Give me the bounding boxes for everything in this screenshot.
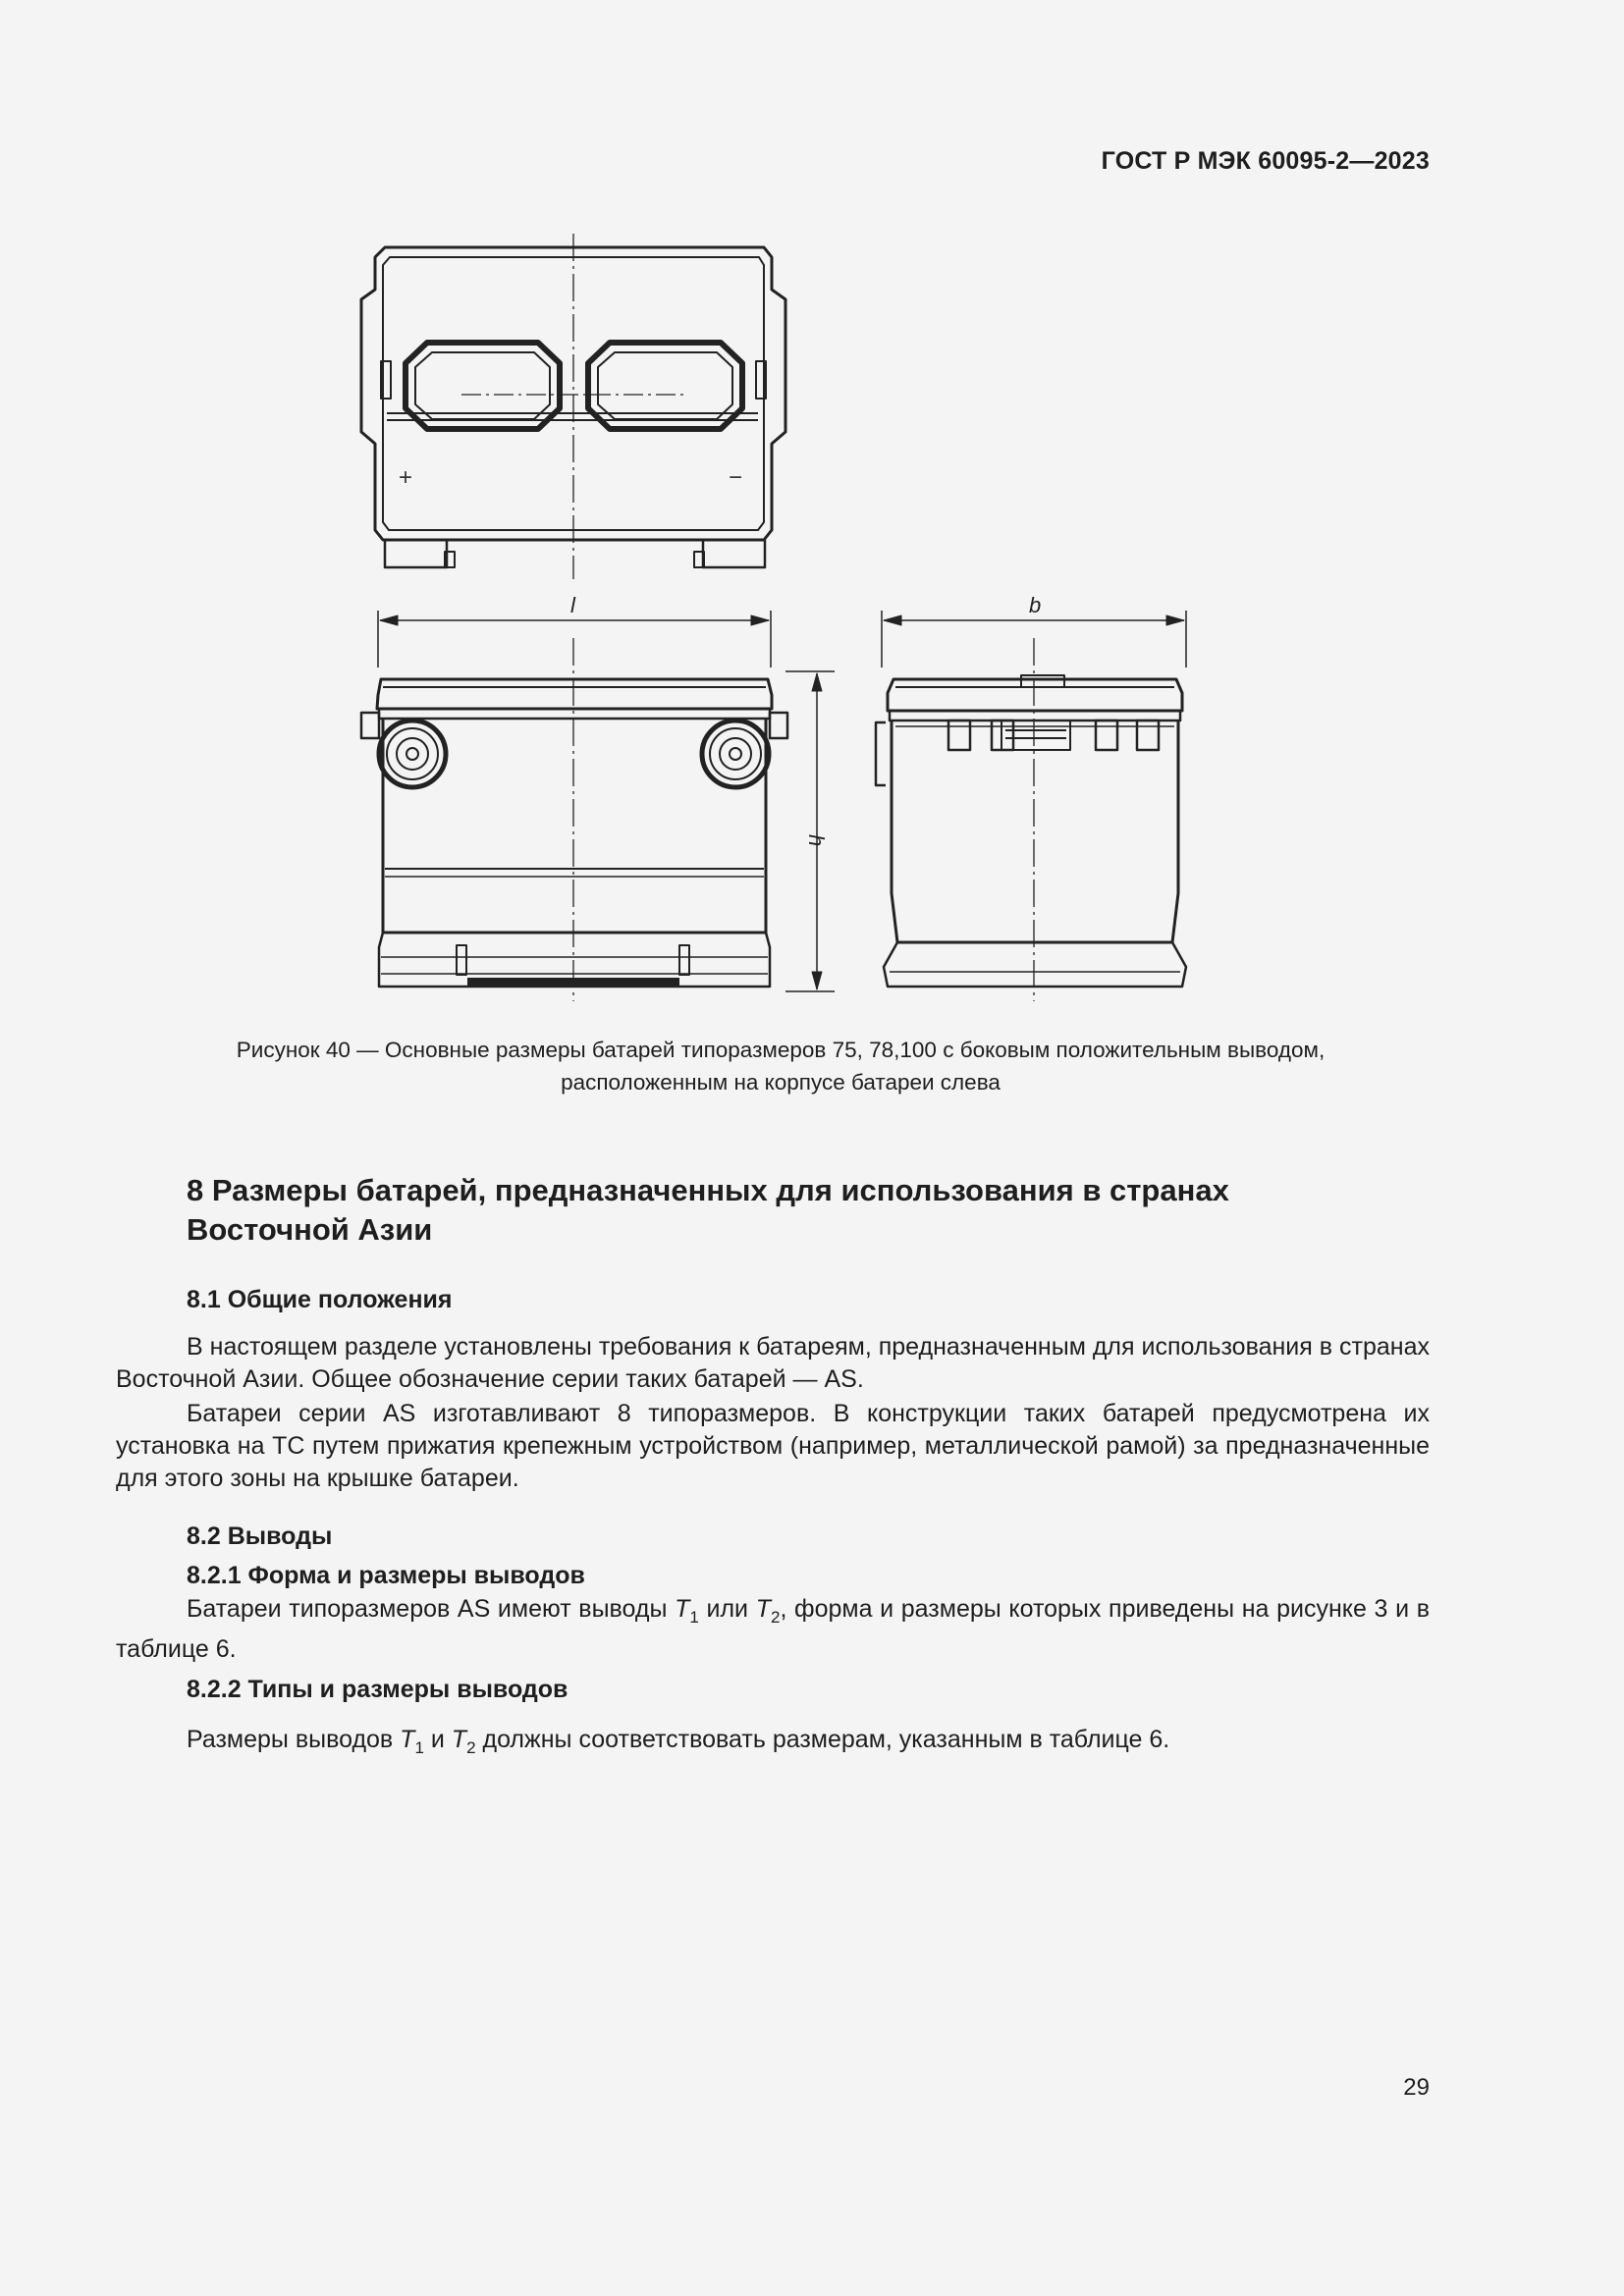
text-run: и — [423, 1726, 452, 1753]
text-run: , форма и размеры которых приведены на рисунке 3 и в таблице 6. — [116, 1595, 1430, 1663]
heading-8-1: 8.1 Общие положения — [187, 1286, 453, 1313]
text-run: или — [698, 1595, 756, 1623]
figure-caption — [147, 1034, 1414, 1098]
battery-figure — [0, 0, 1624, 1041]
text-run: должны соответствовать размерам, указанным в таблице 6. — [475, 1726, 1170, 1753]
subscript-2: 2 — [770, 1608, 781, 1627]
subscript-2: 2 — [466, 1738, 476, 1757]
subscript-1: 1 — [414, 1738, 424, 1757]
top-view — [361, 234, 785, 579]
terminal-t2-symbol: T — [755, 1595, 771, 1623]
front-bottom-comb — [467, 978, 679, 986]
battery-drawing — [0, 0, 1624, 1041]
caption-line-2: расположенным на корпусе батареи слева — [561, 1070, 1001, 1095]
text-run: Размеры выводов — [187, 1726, 401, 1753]
plus-terminal-symbol: + — [399, 464, 413, 491]
paragraph-8-2-1 — [116, 1593, 1430, 1666]
terminal-t2-symbol: T — [451, 1726, 467, 1753]
paragraph-8-1-1: В настоящем разделе установлены требования к батареям, предназначенным для использования в странах Восточной Азии. Общее обозначение серии таких батарей — AS. — [116, 1333, 1430, 1393]
front-view — [361, 611, 835, 1001]
terminal-t1-symbol: T — [400, 1726, 415, 1753]
page-number: 29 — [1403, 2074, 1430, 2101]
minus-terminal-symbol: − — [729, 464, 743, 491]
paragraph-8-2-2 — [116, 1724, 1430, 1764]
heading-8-2: 8.2 Выводы — [187, 1522, 333, 1550]
text-run: Батареи типоразмеров AS имеют выводы — [187, 1595, 676, 1623]
section-8-title-line-2: Восточной Азии — [187, 1212, 433, 1247]
section-8-title — [187, 1171, 1424, 1250]
side-view — [876, 611, 1186, 1001]
heading-8-2-2: 8.2.2 Типы и размеры выводов — [187, 1676, 568, 1703]
paragraph-8-1-2: Батареи серии AS изготавливают 8 типоразмеров. В конструкции таких батарей предусмотрена их установка на ТС путем прижатия крепежным устройством (например, металлической рамой) за предназначенные для этого зоны на крышке батареи. — [116, 1400, 1430, 1492]
heading-8-2-1: 8.2.1 Форма и размеры выводов — [187, 1562, 585, 1589]
terminal-t1-symbol: T — [675, 1595, 690, 1623]
length-label: l — [570, 593, 575, 617]
subscript-1: 1 — [689, 1608, 699, 1627]
width-label: b — [1029, 593, 1042, 617]
page-header: ГОСТ Р МЭК 60095-2—2023 — [1101, 147, 1430, 175]
section-8-title-line-1: 8 Размеры батарей, предназначенных для использования в странах — [187, 1173, 1229, 1207]
caption-line-1: Рисунок 40 — Основные размеры батарей типоразмеров 75, 78,100 с боковым положительным выводом, — [236, 1038, 1326, 1062]
height-label: h — [804, 834, 829, 847]
